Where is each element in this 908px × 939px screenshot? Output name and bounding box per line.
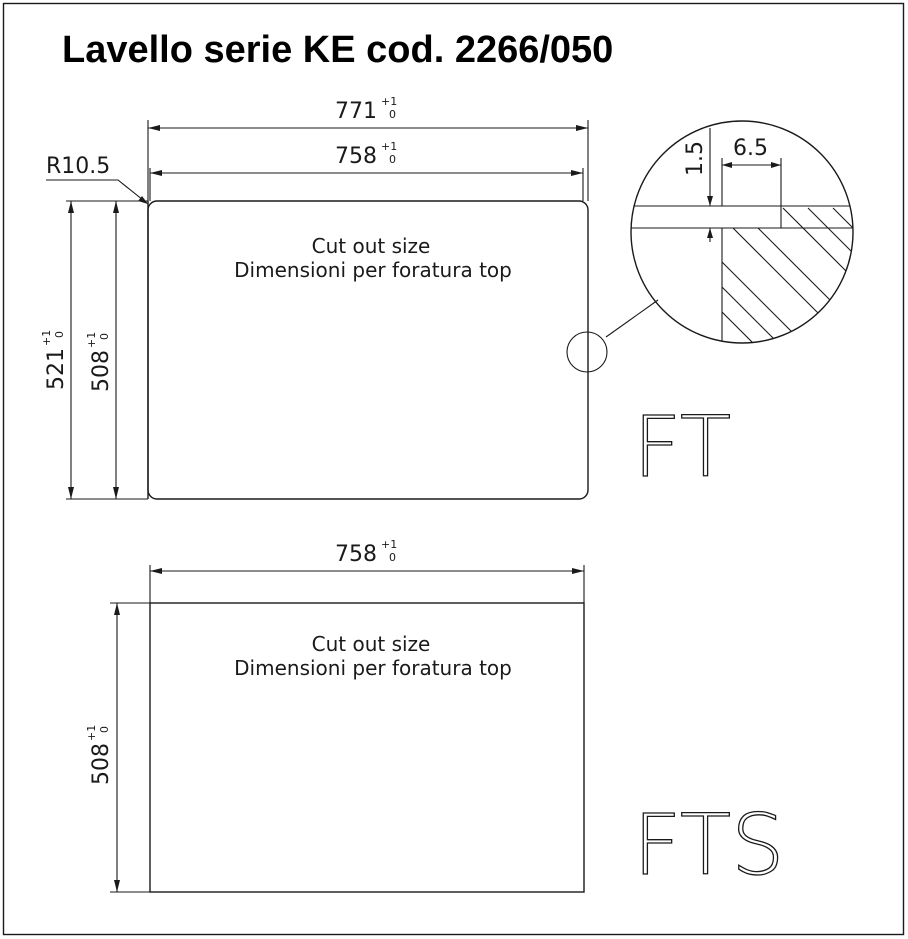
ft-dim-width-inner (150, 140, 583, 176)
svg-text:0: 0 (53, 331, 66, 338)
fts-note-line1: Cut out size (311, 632, 431, 656)
ft-detail-view (620, 121, 908, 392)
ft-radius-callout (46, 154, 148, 204)
svg-text:+1: +1 (85, 724, 98, 741)
svg-text:0: 0 (98, 333, 111, 340)
detail-offset-value: 6.5 (733, 136, 768, 161)
svg-text:+1: +1 (40, 329, 53, 346)
fts-dim-height (85, 603, 120, 892)
ft-detail-marker (567, 332, 607, 372)
detail-hatch (722, 208, 908, 392)
ft-view (40, 95, 731, 499)
fts-view-label: FTS (633, 796, 785, 894)
fts-dim-width (150, 538, 584, 574)
detail-depth-value: 1.5 (683, 141, 708, 176)
fts-width-value: 758 (335, 542, 377, 567)
svg-text:0: 0 (389, 551, 396, 564)
ft-radius-label: R10.5 (46, 154, 111, 179)
fts-note-line2: Dimensioni per foratura top (234, 656, 512, 680)
svg-text:0: 0 (389, 108, 396, 121)
svg-text:0: 0 (389, 153, 396, 166)
svg-text:+1: +1 (381, 538, 398, 551)
svg-text:+1: +1 (85, 331, 98, 348)
ft-dim-height-inner (85, 201, 119, 499)
ft-dim-height-outer (40, 201, 74, 499)
ft-dim-width-outer (148, 95, 588, 131)
ft-width-inner-value: 758 (335, 144, 377, 169)
svg-text:0: 0 (98, 726, 111, 733)
fts-view (85, 538, 784, 894)
svg-text:+1: +1 (381, 95, 398, 108)
ft-note-line2: Dimensioni per foratura top (234, 258, 512, 282)
ft-view-label: FT (633, 398, 732, 496)
drawing-title: Lavello serie KE cod. 2266/050 (62, 29, 614, 71)
fts-height-value: 508 (89, 743, 114, 785)
ft-height-outer-value: 521 (44, 348, 69, 390)
ft-note-line1: Cut out size (311, 234, 431, 258)
ft-width-outer-value: 771 (335, 99, 377, 124)
ft-detail-leader (606, 300, 658, 337)
svg-text:+1: +1 (381, 140, 398, 153)
ft-height-inner-value: 508 (89, 350, 114, 392)
drawing-border (4, 4, 904, 935)
